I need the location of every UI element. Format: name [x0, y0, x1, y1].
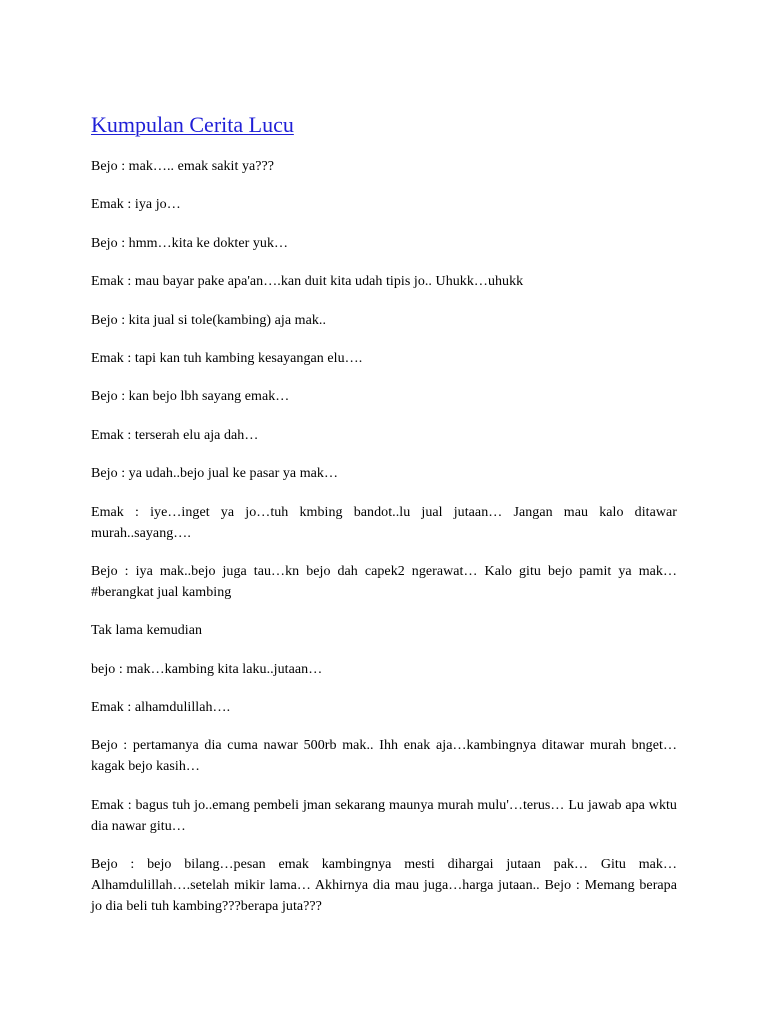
story-paragraph-10: Emak : iye…inget ya jo…tuh kmbing bandot..lu jual jutaan… Jangan mau kalo ditawar murah..sayang….: [91, 504, 677, 541]
document-title[interactable]: Kumpulan Cerita Lucu: [91, 112, 294, 137]
story-paragraph-17: Bejo : bejo bilang…pesan emak kambingnya mesti dihargai jutaan pak… Gitu mak… Alhamdulillah….setelah mikir lama… Akhirnya dia mau juga…harga jutaan.. Bejo : Memang berapa jo dia beli tuh kambing???berapa juta???: [91, 857, 677, 915]
story-paragraph-12: Tak lama kemudian: [91, 623, 203, 639]
story-paragraph-14: Emak : alhamdulillah….: [91, 700, 231, 716]
story-paragraph-16: Emak : bagus tuh jo..emang pembeli jman sekarang maunya murah mulu'…terus… Lu jawab apa wktu dia nawar gitu…: [91, 797, 677, 834]
story-paragraph-9: Bejo : ya udah..bejo jual ke pasar ya mak…: [91, 466, 339, 482]
story-paragraph-7: Bejo : kan bejo lbh sayang emak…: [91, 389, 290, 405]
story-paragraph-8: Emak : terserah elu aja dah…: [91, 427, 259, 443]
story-paragraph-1: Bejo : mak….. emak sakit ya???: [91, 159, 275, 174]
story-paragraph-4: Emak : mau bayar pake apa'an….kan duit kita udah tipis jo.. Uhukk…uhukk: [91, 274, 524, 290]
story-paragraph-5: Bejo : kita jual si tole(kambing) aja mak..: [91, 312, 327, 328]
story-paragraph-2: Emak : iya jo…: [91, 197, 181, 213]
story-paragraph-13: bejo : mak…kambing kita laku..jutaan…: [91, 661, 323, 677]
story-paragraph-11: Bejo : iya mak..bejo juga tau…kn bejo dah capek2 ngerawat… Kalo gitu bejo pamit ya mak… #berangkat jual kambing: [91, 563, 677, 600]
story-paragraph-6: Emak : tapi kan tuh kambing kesayangan elu….: [91, 350, 363, 366]
story-paragraph-3: Bejo : hmm…kita ke dokter yuk…: [91, 235, 289, 251]
story-paragraph-15: Bejo : pertamanya dia cuma nawar 500rb mak.. Ihh enak aja…kambingnya ditawar murah bnget…kagak bejo kasih…: [91, 738, 677, 775]
document-page: [91, 108, 677, 917]
